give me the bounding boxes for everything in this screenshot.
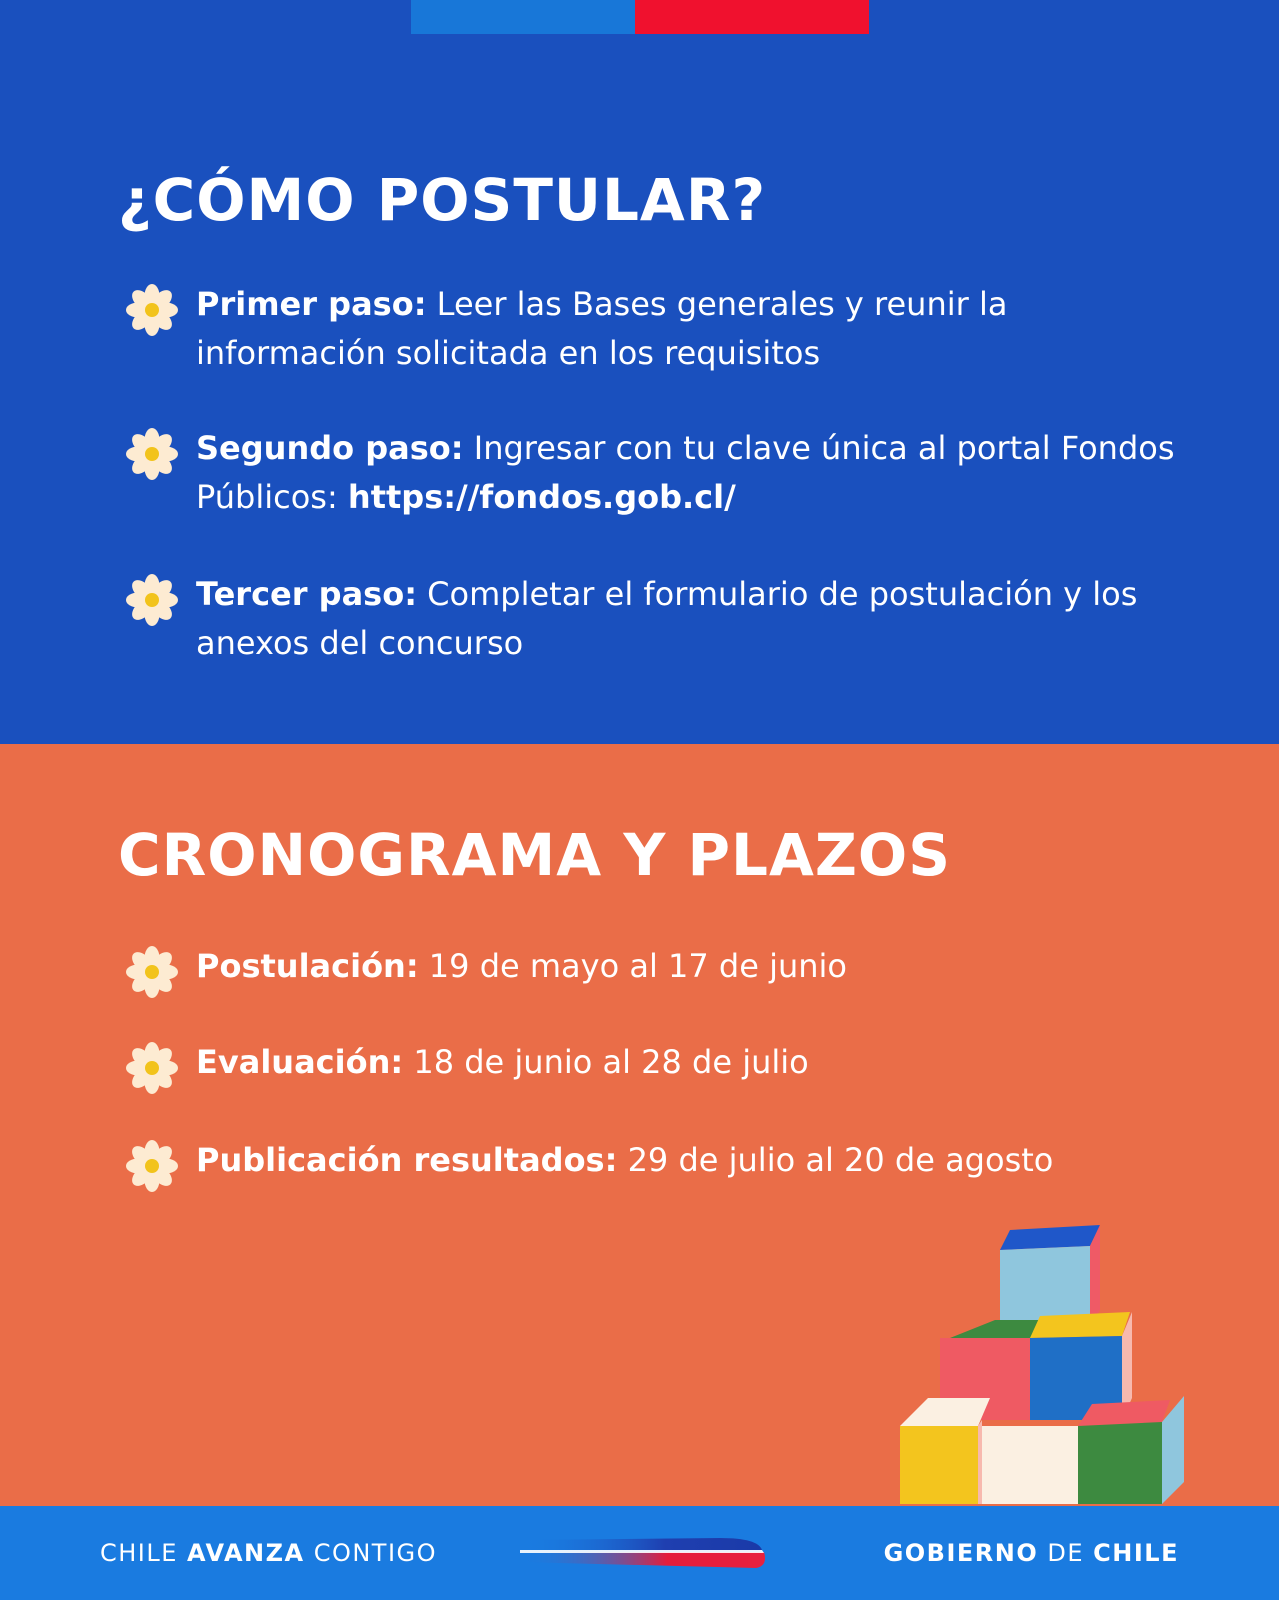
step-text: Primer paso: Leer las Bases generales y reunir la información solicitada en los requisitos bbox=[196, 285, 1008, 372]
schedule-text: Evaluación: 18 de junio al 28 de julio bbox=[196, 1043, 809, 1081]
government-logo-text: GOBIERNO DE CHILE bbox=[883, 1539, 1179, 1567]
schedule-text: Postulación: 19 de mayo al 17 de junio bbox=[196, 947, 847, 985]
schedule-text: Publicación resultados: 29 de julio al 20 de agosto bbox=[196, 1141, 1054, 1179]
flag-top-bar bbox=[0, 0, 1279, 34]
flag-red-segment bbox=[635, 0, 869, 34]
footer bbox=[0, 1506, 1279, 1600]
flower-icon bbox=[124, 944, 180, 1000]
how-to-apply-title: ¿CÓMO POSTULAR? bbox=[118, 166, 767, 234]
portal-link[interactable]: https://fondos.gob.cl/ bbox=[347, 478, 736, 516]
flower-icon bbox=[124, 1138, 180, 1194]
flower-icon bbox=[124, 1040, 180, 1096]
flag-swoosh-logo bbox=[520, 1532, 780, 1572]
flower-icon bbox=[124, 572, 180, 628]
footer-slogan: CHILE AVANZA CONTIGO bbox=[100, 1539, 438, 1567]
step-text: Tercer paso: Completar el formulario de postulación y los anexos del concurso bbox=[196, 575, 1138, 662]
flag-blue-segment bbox=[411, 0, 635, 34]
schedule-title: CRONOGRAMA Y PLAZOS bbox=[118, 821, 952, 889]
flower-icon bbox=[124, 282, 180, 338]
step-text: Segundo paso: Ingresar con tu clave única al portal Fondos Públicos: https://fondos.gob.cl/ bbox=[196, 429, 1175, 516]
flower-icon bbox=[124, 426, 180, 482]
toy-blocks-illustration bbox=[900, 1220, 1220, 1510]
